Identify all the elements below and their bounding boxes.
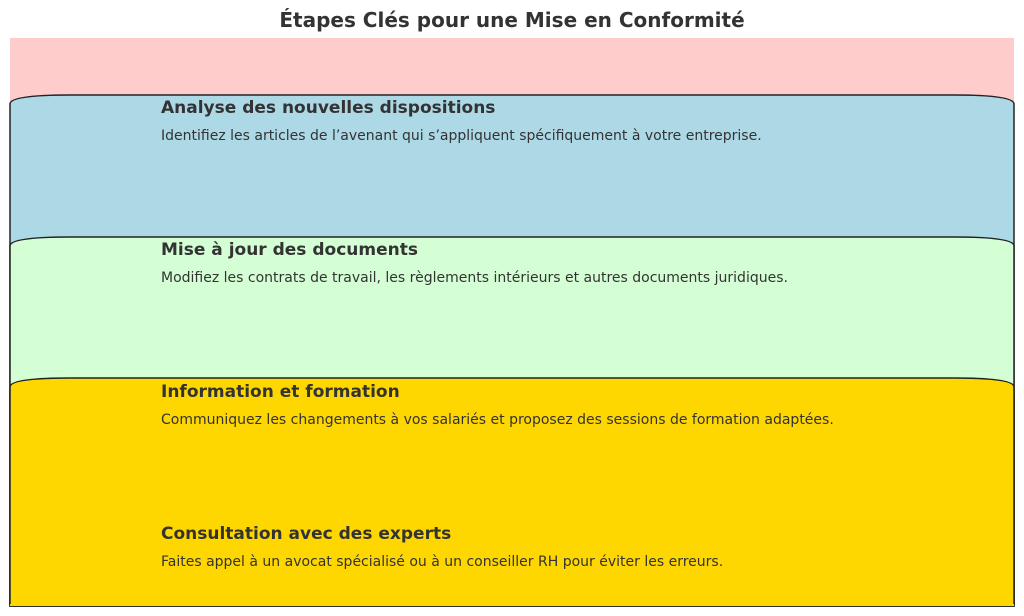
step-mise-a-jour [161,240,1001,287]
step-description: Faites appel à un avocat spécialisé ou à un conseiller RH pour éviter les erreurs. [161,554,724,570]
diagram-title: Étapes Clés pour une Mise en Conformité [279,8,745,32]
step-title: Analyse des nouvelles dispositions [161,98,496,118]
step-description: Identifiez les articles de l’avenant qui s’appliquent spécifiquement à votre entreprise. [161,128,762,144]
step-consultation [161,524,1001,571]
step-description: Communiquez les changements à vos salariés et proposez des sessions de formation adaptées. [161,412,834,428]
band-bottom-cover [10,604,1014,606]
step-title: Information et formation [161,382,400,402]
step-analyse [161,98,1001,145]
step-title: Mise à jour des documents [161,240,418,260]
step-title: Consultation avec des experts [161,524,452,544]
step-information [161,382,1001,429]
step-description: Modifiez les contrats de travail, les règlements intérieurs et autres documents juridiques. [161,270,788,286]
